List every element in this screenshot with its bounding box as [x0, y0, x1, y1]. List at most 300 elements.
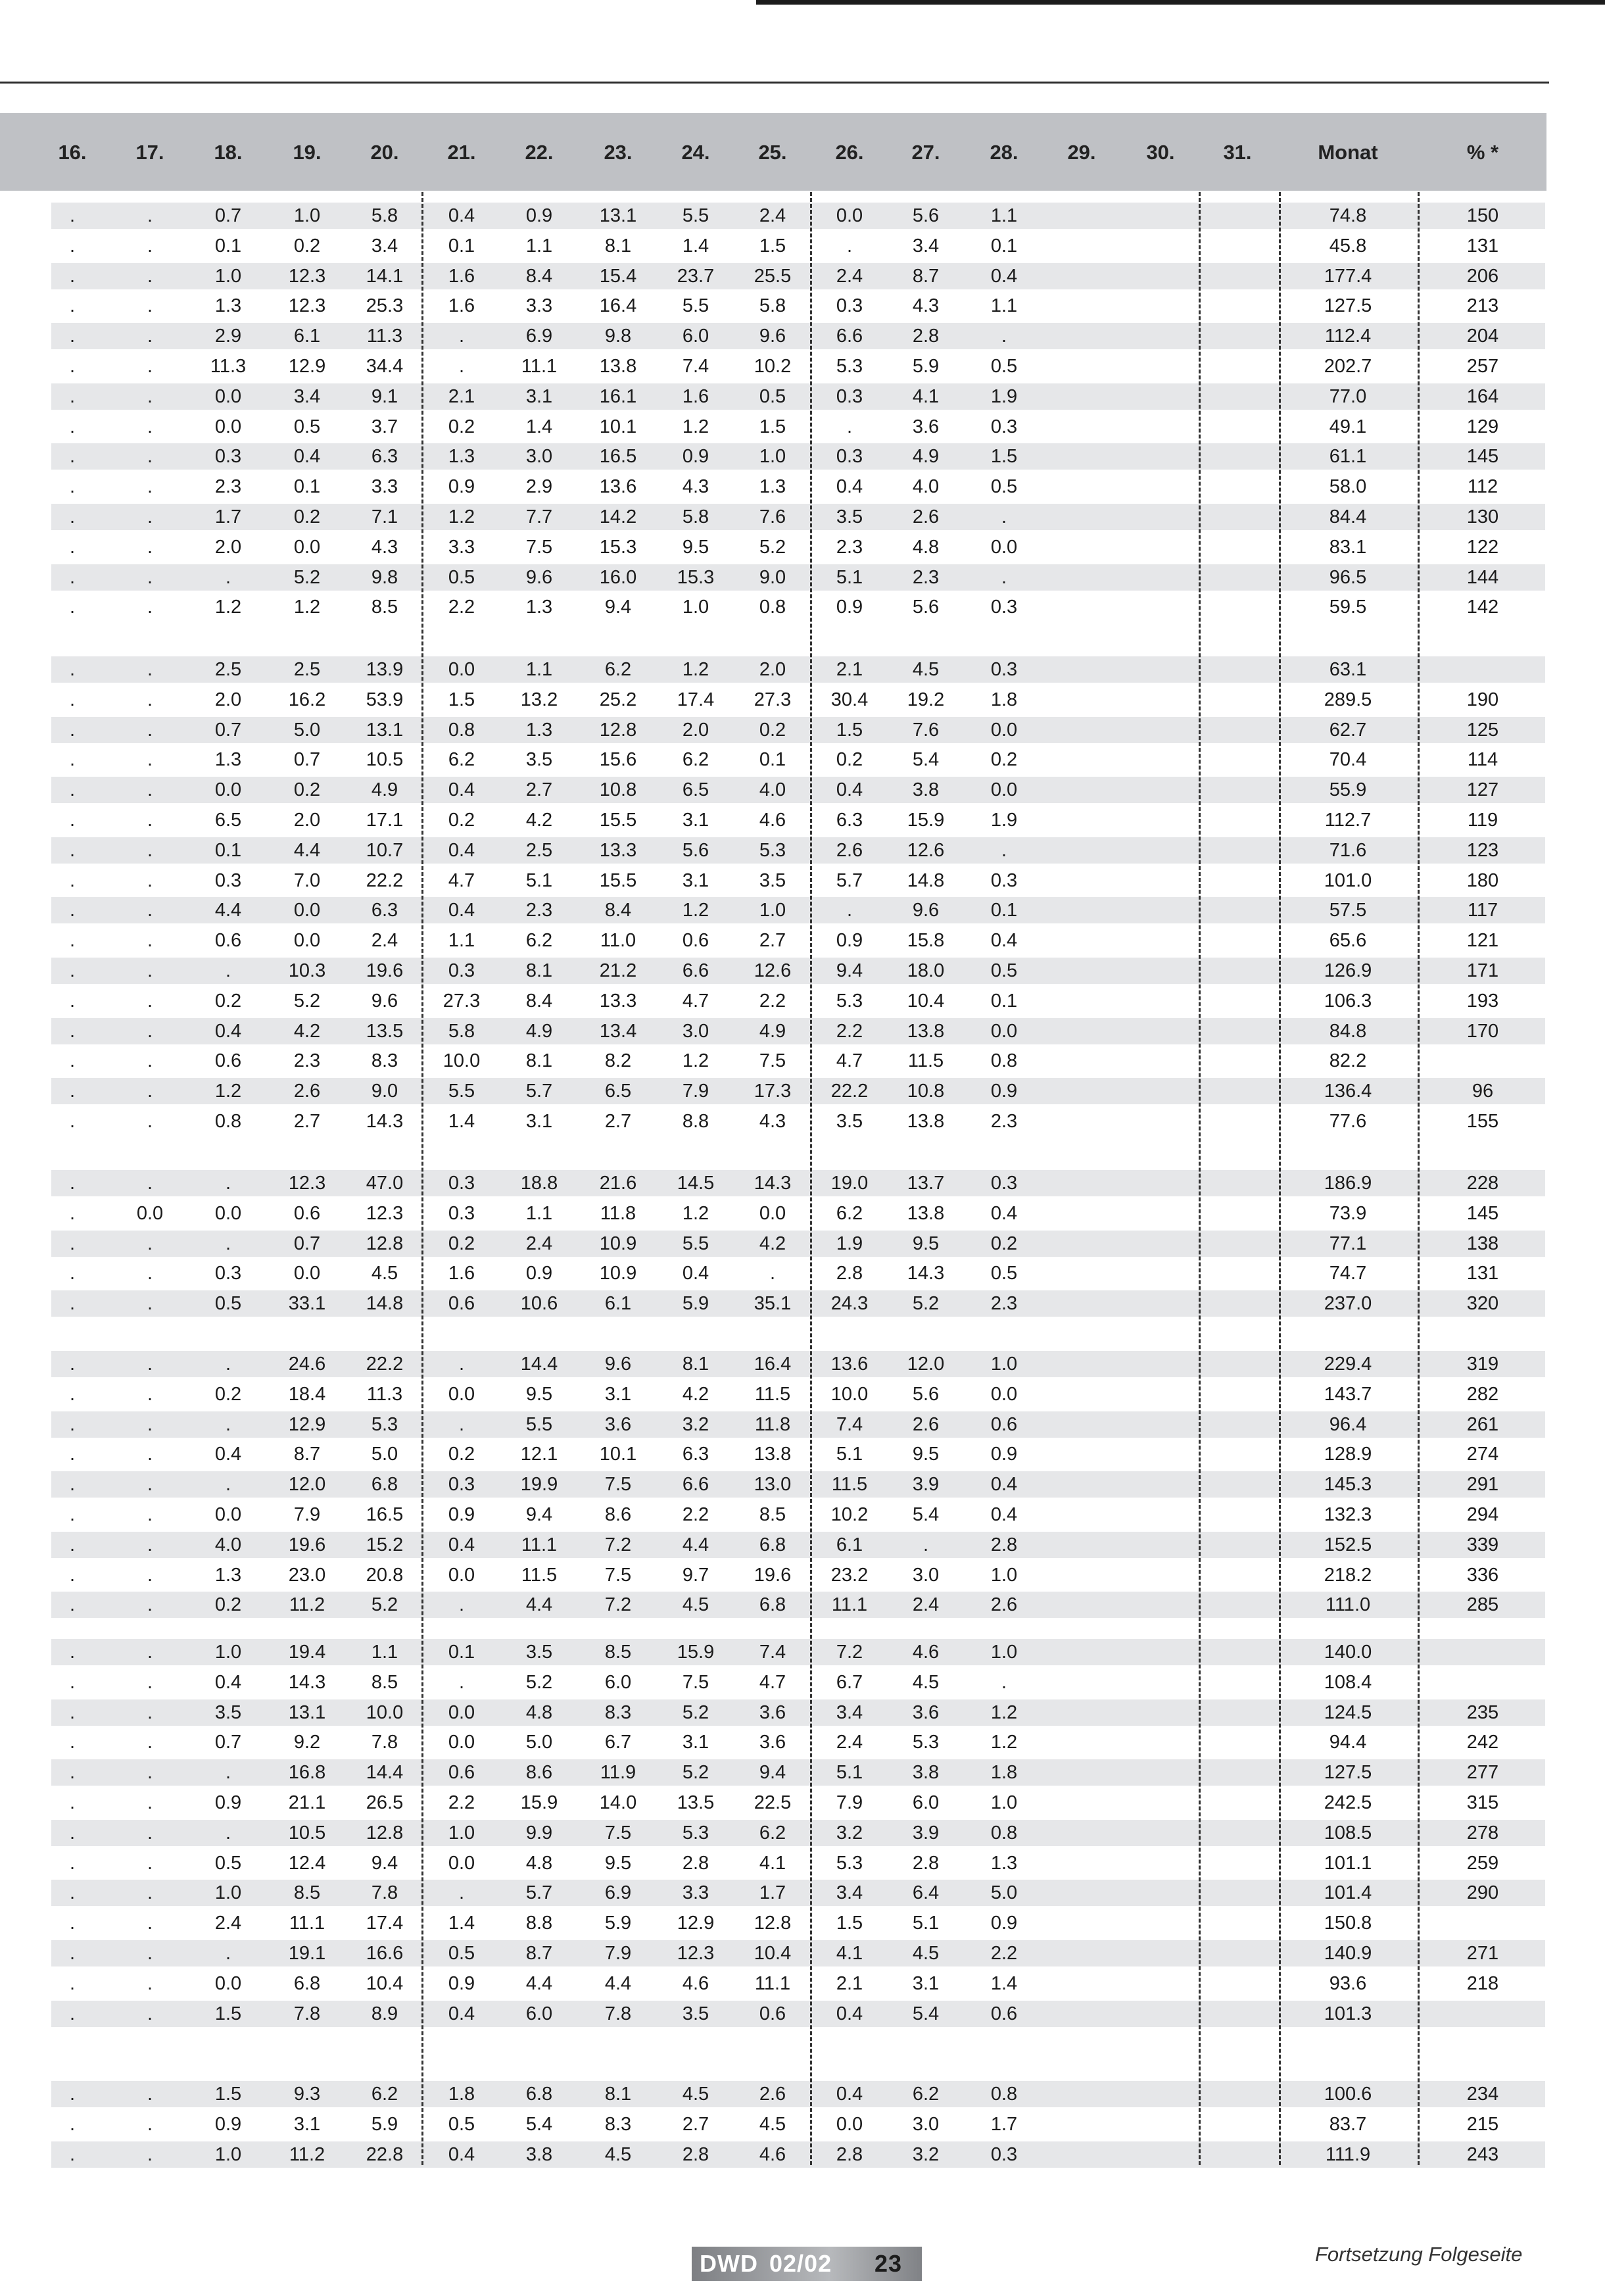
table-cell: 8.5: [371, 597, 398, 618]
table-cell: 0.5: [214, 1852, 242, 1874]
table-cell: .: [147, 1762, 153, 1784]
table-cell: 13.3: [599, 990, 637, 1012]
table-cell: 5.0: [293, 719, 321, 741]
table-cell: 10.2: [830, 1504, 869, 1525]
table-cell: 235: [1466, 1701, 1499, 1723]
table-cell: .: [69, 597, 76, 618]
table-cell: .: [147, 235, 153, 256]
table-cell: 4.6: [759, 2143, 786, 2165]
top-edge-bar: [756, 0, 1605, 5]
table-cell: 2.3: [912, 566, 940, 588]
table-cell: .: [225, 1762, 231, 1784]
column-header: % *: [1466, 141, 1499, 164]
table-cell: 3.1: [525, 385, 553, 407]
table-cell: 14.4: [366, 1762, 404, 1784]
table-cell: 16.5: [599, 446, 637, 468]
table-cell: 0.1: [990, 990, 1018, 1012]
table-cell: 1.3: [990, 1852, 1018, 1874]
table-cell: 206: [1466, 265, 1499, 287]
table-cell: 16.4: [599, 295, 637, 317]
table-cell: 128.9: [1324, 1444, 1372, 1465]
badge-issue: 02/02: [769, 2250, 832, 2277]
table-cell: 0.6: [990, 2003, 1018, 2024]
table-cell: 25.3: [366, 295, 404, 317]
table-cell: 2.7: [525, 779, 553, 801]
table-cell: 124.5: [1324, 1701, 1372, 1723]
table-cell: .: [1001, 326, 1007, 347]
table-cell: .: [225, 1822, 231, 1844]
table-cell: 9.0: [371, 1081, 398, 1102]
table-cell: 1.3: [448, 446, 475, 468]
table-cell: 8.2: [604, 1050, 632, 1072]
table-cell: 0.8: [214, 1111, 242, 1132]
table-cell: .: [147, 990, 153, 1012]
table-cell: .: [147, 1263, 153, 1284]
table-cell: 25.5: [754, 265, 792, 287]
table-cell: 1.4: [990, 1972, 1018, 1994]
table-cell: 8.5: [759, 1504, 786, 1525]
column-header: 20.: [370, 141, 399, 164]
table-cell: 6.0: [525, 2003, 553, 2024]
table-cell: 3.9: [912, 1822, 940, 1844]
table-cell: .: [147, 1852, 153, 1874]
table-cell: 0.6: [448, 1293, 475, 1315]
table-cell: 11.8: [600, 1202, 636, 1224]
table-cell: 0.0: [990, 536, 1018, 558]
table-cell: 5.7: [525, 1081, 553, 1102]
table-cell: 12.9: [288, 356, 326, 377]
table-cell: .: [69, 1444, 76, 1465]
table-cell: 0.0: [448, 1701, 475, 1723]
table-cell: 2.4: [836, 1732, 863, 1753]
table-cell: .: [147, 2143, 153, 2165]
table-cell: .: [147, 1504, 153, 1525]
table-cell: 11.3: [366, 1383, 403, 1405]
table-cell: 21.6: [599, 1173, 637, 1194]
table-cell: 282: [1466, 1383, 1499, 1405]
table-cell: 11.1: [521, 1534, 558, 1555]
column-header: 25.: [758, 141, 787, 164]
table-cell: .: [147, 1732, 153, 1753]
table-cell: 10.3: [288, 960, 326, 981]
table-cell: 61.1: [1329, 446, 1367, 468]
table-cell: .: [846, 235, 853, 256]
table-cell: .: [69, 1383, 76, 1405]
table-cell: 3.2: [912, 2143, 940, 2165]
table-cell: 1.1: [990, 205, 1018, 226]
table-cell: 1.5: [214, 2003, 242, 2024]
table-cell: 4.8: [912, 536, 940, 558]
table-cell: 2.6: [293, 1081, 321, 1102]
table-cell: 0.0: [448, 1564, 475, 1586]
table-cell: 0.4: [990, 1202, 1018, 1224]
table-cell: 11.1: [521, 356, 558, 377]
table-cell: .: [69, 1202, 76, 1224]
table-cell: 7.2: [604, 1594, 632, 1616]
table-cell: 237.0: [1324, 1293, 1372, 1315]
column-header: 27.: [911, 141, 940, 164]
table-cell: 0.9: [448, 1972, 475, 1994]
column-header: 18.: [214, 141, 243, 164]
table-cell: 0.0: [214, 1972, 242, 1994]
table-cell: 1.3: [525, 719, 553, 741]
table-cell: 2.0: [214, 689, 242, 710]
table-cell: 82.2: [1329, 1050, 1367, 1072]
table-cell: 5.8: [759, 295, 786, 317]
table-cell: 0.5: [214, 1293, 242, 1315]
table-cell: 0.9: [525, 205, 553, 226]
table-cell: 1.8: [448, 2084, 475, 2105]
table-cell: 1.4: [448, 1913, 475, 1934]
table-cell: .: [69, 295, 76, 317]
column-header: 30.: [1146, 141, 1175, 164]
table-cell: 278: [1466, 1822, 1499, 1844]
table-cell: 0.4: [682, 1263, 709, 1284]
table-cell: 10.2: [754, 356, 792, 377]
table-cell: .: [147, 1564, 153, 1586]
continued-note: Fortsetzung Folgeseite: [1315, 2243, 1523, 2266]
table-cell: 1.5: [759, 416, 786, 437]
table-cell: 9.9: [525, 1822, 553, 1844]
table-cell: 9.3: [293, 2084, 321, 2105]
table-cell: 2.6: [759, 2084, 786, 2105]
table-cell: 0.0: [293, 1263, 321, 1284]
table-cell: 0.1: [990, 235, 1018, 256]
table-cell: 4.5: [682, 2084, 709, 2105]
table-cell: .: [458, 1413, 465, 1435]
table-cell: 1.1: [371, 1642, 398, 1663]
table-cell: 164: [1466, 385, 1499, 407]
table-cell: 0.2: [448, 1444, 475, 1465]
table-cell: 131: [1466, 235, 1499, 256]
table-cell: .: [69, 810, 76, 831]
table-cell: 319: [1466, 1354, 1499, 1375]
table-cell: 5.0: [525, 1732, 553, 1753]
table-cell: 0.0: [293, 930, 321, 952]
table-cell: 0.2: [836, 749, 863, 771]
table-cell: 3.4: [836, 1701, 863, 1723]
column-header: 31.: [1223, 141, 1252, 164]
table-cell: .: [69, 566, 76, 588]
table-cell: 1.1: [525, 1202, 553, 1224]
table-cell: 4.9: [759, 1020, 786, 1042]
table-cell: 285: [1466, 1594, 1499, 1616]
table-cell: .: [69, 1413, 76, 1435]
table-cell: 0.1: [214, 839, 242, 861]
table-cell: 4.2: [293, 1020, 321, 1042]
table-cell: 3.4: [836, 1882, 863, 1904]
table-cell: .: [147, 1822, 153, 1844]
table-cell: 0.3: [836, 446, 863, 468]
table-cell: 1.5: [836, 719, 863, 741]
table-cell: 8.1: [525, 960, 553, 981]
table-cell: .: [225, 1413, 231, 1435]
column-header: 28.: [990, 141, 1018, 164]
table-cell: 2.0: [759, 659, 786, 680]
table-cell: 58.0: [1329, 476, 1367, 498]
table-cell: 0.2: [214, 990, 242, 1012]
table-cell: 3.5: [214, 1701, 242, 1723]
table-cell: 13.8: [907, 1111, 945, 1132]
table-cell: 6.5: [214, 810, 242, 831]
table-cell: 9.1: [371, 385, 398, 407]
table-cell: .: [69, 416, 76, 437]
table-cell: 0.4: [214, 1020, 242, 1042]
table-cell: 6.1: [604, 1293, 632, 1315]
table-cell: 0.3: [214, 1263, 242, 1284]
column-separator: [1199, 192, 1201, 2165]
table-cell: 228: [1466, 1173, 1499, 1194]
table-cell: 215: [1466, 2113, 1499, 2135]
table-cell: 1.2: [448, 506, 475, 527]
table-cell: 112: [1467, 476, 1498, 498]
table-cell: 0.0: [836, 2113, 863, 2135]
table-cell: 100.6: [1324, 2084, 1372, 2105]
table-cell: 5.2: [293, 990, 321, 1012]
table-cell: 12.1: [520, 1444, 558, 1465]
table-cell: 0.2: [293, 779, 321, 801]
table-cell: 3.0: [682, 1020, 709, 1042]
table-cell: 3.6: [759, 1732, 786, 1753]
table-cell: 59.5: [1329, 597, 1367, 618]
table-cell: 15.9: [907, 810, 945, 831]
table-cell: 12.3: [288, 295, 326, 317]
table-cell: 4.3: [759, 1111, 786, 1132]
table-cell: .: [69, 265, 76, 287]
table-cell: 0.3: [214, 869, 242, 891]
table-cell: 4.5: [371, 1263, 398, 1284]
table-cell: 2.5: [525, 839, 553, 861]
table-cell: 14.2: [599, 506, 637, 527]
table-cell: 10.5: [288, 1822, 326, 1844]
table-cell: 8.9: [371, 2003, 398, 2024]
table-cell: 9.5: [682, 536, 709, 558]
table-cell: 5.2: [371, 1594, 398, 1616]
table-cell: 10.1: [599, 1444, 637, 1465]
table-cell: 6.3: [371, 446, 398, 468]
table-cell: 111.9: [1325, 2143, 1371, 2165]
table-cell: 15.3: [677, 566, 715, 588]
table-cell: 2.2: [836, 1020, 863, 1042]
table-cell: 6.9: [604, 1882, 632, 1904]
table-cell: 13.1: [366, 719, 404, 741]
table-cell: 271: [1466, 1943, 1499, 1964]
table-cell: 7.9: [293, 1504, 321, 1525]
table-cell: 3.3: [525, 295, 553, 317]
table-cell: 4.3: [682, 476, 709, 498]
column-header: 24.: [681, 141, 710, 164]
table-cell: 0.6: [448, 1762, 475, 1784]
table-cell: 143.7: [1324, 1383, 1372, 1405]
table-cell: 17.4: [366, 1913, 404, 1934]
table-cell: .: [1001, 506, 1007, 527]
table-cell: .: [225, 960, 231, 981]
table-cell: 11.5: [907, 1050, 944, 1072]
table-cell: 144: [1466, 566, 1499, 588]
table-cell: 7.5: [682, 1671, 709, 1693]
table-cell: 0.7: [214, 719, 242, 741]
table-cell: 0.9: [448, 1504, 475, 1525]
table-cell: 315: [1466, 1792, 1499, 1813]
table-cell: 9.6: [912, 900, 940, 921]
table-cell: 3.9: [912, 1474, 940, 1496]
table-cell: 1.0: [990, 1792, 1018, 1813]
table-cell: 2.7: [682, 2113, 709, 2135]
table-cell: 5.6: [912, 1383, 940, 1405]
table-cell: 5.5: [682, 205, 709, 226]
table-cell: 5.8: [371, 205, 398, 226]
table-cell: 2.5: [214, 659, 242, 680]
table-cell: .: [69, 385, 76, 407]
table-cell: 6.1: [293, 326, 321, 347]
table-cell: 27.3: [754, 689, 792, 710]
table-cell: 0.4: [836, 2003, 863, 2024]
table-cell: 24.6: [288, 1354, 326, 1375]
table-cell: 2.6: [912, 1413, 940, 1435]
table-cell: 204: [1466, 326, 1499, 347]
table-cell: 101.4: [1324, 1882, 1372, 1904]
table-cell: 77.0: [1329, 385, 1367, 407]
table-cell: .: [69, 446, 76, 468]
table-cell: .: [69, 2143, 76, 2165]
table-cell: 4.9: [912, 446, 940, 468]
table-cell: 6.2: [525, 930, 553, 952]
table-cell: .: [147, 869, 153, 891]
table-cell: 9.4: [525, 1504, 553, 1525]
table-cell: 1.1: [525, 659, 553, 680]
table-cell: 136.4: [1324, 1081, 1372, 1102]
table-cell: 10.9: [599, 1263, 637, 1284]
table-cell: .: [147, 1671, 153, 1693]
table-cell: 15.8: [907, 930, 945, 952]
table-cell: 1.0: [682, 597, 709, 618]
table-cell: 1.0: [990, 1354, 1018, 1375]
table-cell: 1.7: [990, 2113, 1018, 2135]
table-cell: 6.7: [604, 1732, 632, 1753]
table-cell: 4.5: [682, 1594, 709, 1616]
table-cell: 8.4: [604, 900, 632, 921]
table-cell: .: [69, 2003, 76, 2024]
table-cell: 1.3: [214, 295, 242, 317]
table-cell: 7.1: [371, 506, 398, 527]
table-cell: .: [69, 990, 76, 1012]
table-cell: .: [225, 1943, 231, 1964]
table-cell: 243: [1466, 2143, 1499, 2165]
table-cell: 1.5: [448, 689, 475, 710]
table-cell: 2.6: [836, 839, 863, 861]
table-cell: 9.4: [836, 960, 863, 981]
table-cell: 1.0: [214, 1642, 242, 1663]
table-cell: 5.3: [836, 356, 863, 377]
table-cell: 16.1: [599, 385, 637, 407]
table-cell: 0.1: [990, 900, 1018, 921]
table-cell: .: [147, 1020, 153, 1042]
table-cell: 2.5: [293, 659, 321, 680]
table-cell: 9.5: [912, 1233, 940, 1254]
table-cell: 8.6: [525, 1762, 553, 1784]
table-cell: .: [69, 536, 76, 558]
table-cell: 33.1: [288, 1293, 326, 1315]
table-cell: 101.0: [1324, 869, 1372, 891]
table-cell: 8.1: [604, 235, 632, 256]
table-cell: 259: [1466, 1852, 1499, 1874]
table-cell: 1.1: [448, 930, 475, 952]
table-cell: 62.7: [1329, 719, 1367, 741]
table-cell: 2.1: [836, 659, 863, 680]
table-cell: 11.1: [754, 1972, 791, 1994]
table-cell: .: [69, 1762, 76, 1784]
table-cell: .: [769, 1263, 776, 1284]
table-cell: 84.4: [1329, 506, 1367, 527]
table-cell: 11.5: [754, 1383, 791, 1405]
table-cell: 5.1: [836, 566, 863, 588]
table-cell: .: [147, 2113, 153, 2135]
table-cell: 6.7: [836, 1671, 863, 1693]
table-cell: 0.6: [759, 2003, 786, 2024]
table-cell: 11.5: [521, 1564, 558, 1586]
table-cell: 3.0: [525, 446, 553, 468]
table-cell: 294: [1466, 1504, 1499, 1525]
table-cell: 19.2: [907, 689, 945, 710]
table-cell: 4.2: [682, 1383, 709, 1405]
table-cell: 12.9: [288, 1413, 326, 1435]
table-cell: 291: [1466, 1474, 1499, 1496]
table-cell: .: [69, 1111, 76, 1132]
table-cell: 4.4: [525, 1594, 553, 1616]
table-cell: 4.7: [448, 869, 475, 891]
table-cell: 10.4: [907, 990, 945, 1012]
table-cell: 6.8: [759, 1594, 786, 1616]
table-cell: 2.8: [836, 2143, 863, 2165]
table-cell: .: [69, 326, 76, 347]
table-cell: 10.4: [366, 1972, 404, 1994]
table-cell: .: [458, 326, 465, 347]
table-cell: 0.3: [990, 597, 1018, 618]
table-cell: .: [147, 1050, 153, 1072]
table-cell: 15.2: [366, 1534, 404, 1555]
table-cell: .: [147, 1913, 153, 1934]
column-header: 22.: [525, 141, 554, 164]
table-cell: 111.0: [1325, 1594, 1371, 1616]
table-cell: 74.7: [1329, 1263, 1367, 1284]
table-cell: 5.1: [912, 1913, 940, 1934]
table-cell: 3.6: [759, 1701, 786, 1723]
table-cell: 49.1: [1329, 416, 1367, 437]
table-cell: 11.2: [289, 1594, 325, 1616]
table-cell: 4.3: [912, 295, 940, 317]
table-cell: 9.7: [682, 1564, 709, 1586]
table-cell: 8.8: [525, 1913, 553, 1934]
table-cell: .: [147, 900, 153, 921]
table-cell: .: [69, 1504, 76, 1525]
table-cell: 11.1: [289, 1913, 325, 1934]
table-cell: 21.1: [288, 1792, 326, 1813]
table-cell: .: [147, 326, 153, 347]
table-cell: 0.6: [293, 1202, 321, 1224]
table-cell: 15.3: [599, 536, 637, 558]
table-cell: 10.0: [366, 1701, 404, 1723]
table-cell: .: [458, 1594, 465, 1616]
table-cell: 0.9: [836, 930, 863, 952]
table-cell: 4.4: [293, 839, 321, 861]
table-cell: .: [69, 235, 76, 256]
table-cell: 77.1: [1329, 1233, 1367, 1254]
table-cell: .: [69, 869, 76, 891]
table-cell: 9.6: [525, 566, 553, 588]
table-cell: 0.4: [448, 839, 475, 861]
table-cell: 6.3: [836, 810, 863, 831]
table-cell: .: [922, 1534, 929, 1555]
